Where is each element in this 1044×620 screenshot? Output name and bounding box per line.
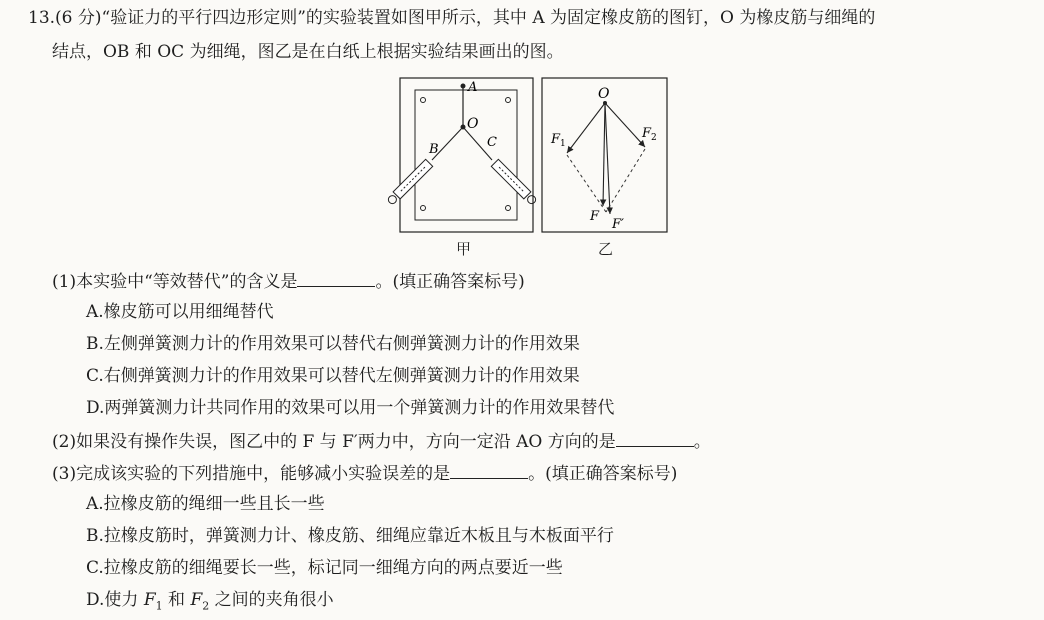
part3-prompt bbox=[52, 460, 677, 486]
parallel-dash-right bbox=[606, 149, 645, 212]
part1-option-c: C.右侧弹簧测力计的作用效果可以替代左侧弹簧测力计的作用效果 bbox=[86, 366, 580, 386]
part3-option-c: C.拉橡皮筋的细绳要长一些，标记同一细绳方向的两点要近一些 bbox=[86, 558, 563, 578]
label-C: C bbox=[487, 135, 497, 150]
question-score: (6 分) bbox=[55, 8, 102, 28]
label-A: A bbox=[468, 80, 478, 95]
part2-answer-blank[interactable] bbox=[616, 428, 694, 447]
caption-yi: 乙 bbox=[598, 240, 614, 258]
pin-br bbox=[506, 206, 511, 211]
part2-prompt-text: (2)如果没有操作失误，图乙中的 F 与 F′两力中，方向一定沿 AO 方向的是 bbox=[52, 432, 616, 452]
caption-jia: 甲 bbox=[456, 240, 472, 258]
experiment-figures bbox=[0, 0, 1044, 270]
part3-option-a: A.拉橡皮筋的绳细一些且长一些 bbox=[86, 494, 325, 514]
vector-F1 bbox=[567, 103, 605, 153]
parallel-dash-left bbox=[567, 155, 606, 212]
figure-yi bbox=[542, 78, 667, 232]
part1-prompt-text: (1)本实验中“等效替代”的含义是 bbox=[52, 272, 298, 292]
figure-jia bbox=[386, 78, 538, 232]
spring-scale-left bbox=[386, 159, 433, 206]
part1-suffix: 。(填正确答案标号) bbox=[375, 272, 525, 292]
vector-F bbox=[603, 103, 605, 206]
part3-suffix: 。(填正确答案标号) bbox=[528, 464, 678, 484]
vector-F-prime bbox=[605, 103, 610, 214]
part2-prompt bbox=[52, 428, 711, 454]
spring-scale-right bbox=[491, 159, 538, 206]
part1-answer-blank[interactable] bbox=[297, 268, 375, 287]
board-outer bbox=[400, 78, 533, 232]
part1-prompt bbox=[52, 268, 525, 294]
point-A bbox=[461, 84, 466, 89]
label-O: O bbox=[467, 116, 479, 132]
vector-F2 bbox=[605, 103, 645, 147]
part1-option-a: A.橡皮筋可以用细绳替代 bbox=[86, 302, 274, 322]
question-stem-text: “验证力的平行四边形定则”的实验装置如图甲所示，其中 A 为固定橡皮筋的图钉，O 为橡皮筋与细绳的 bbox=[101, 8, 876, 28]
question-stem-line2: 结点，OB 和 OC 为细绳，图乙是在白纸上根据实验结果画出的图。 bbox=[52, 42, 564, 62]
label-yi-O: O bbox=[598, 86, 610, 102]
pin-tl bbox=[421, 98, 426, 103]
label-B: B bbox=[429, 142, 439, 157]
pin-bl bbox=[421, 206, 426, 211]
part2-suffix: 。 bbox=[693, 432, 711, 452]
part3-answer-blank[interactable] bbox=[450, 460, 528, 479]
label-F-prime: F′ bbox=[612, 217, 624, 232]
part3-option-d: D.使力 $F_1$ 和 $F_2$ 之间的夹角很小 bbox=[86, 590, 334, 613]
question-number: 13. bbox=[28, 8, 56, 28]
pin-tr bbox=[506, 98, 511, 103]
label-F: F bbox=[590, 209, 600, 224]
part3-prompt-text: (3)完成该实验的下列措施中，能够减小实验误差的是 bbox=[52, 464, 451, 484]
label-F2: $F_2$ bbox=[642, 126, 657, 143]
label-F1: $F_1$ bbox=[551, 132, 566, 149]
part1-option-d: D.两弹簧测力计共同作用的效果可以用一个弹簧测力计的作用效果替代 bbox=[86, 398, 615, 418]
part1-option-b: B.左侧弹簧测力计的作用效果可以替代右侧弹簧测力计的作用效果 bbox=[86, 334, 580, 354]
part3-option-b: B.拉橡皮筋时，弹簧测力计、橡皮筋、细绳应靠近木板且与木板面平行 bbox=[86, 526, 614, 546]
